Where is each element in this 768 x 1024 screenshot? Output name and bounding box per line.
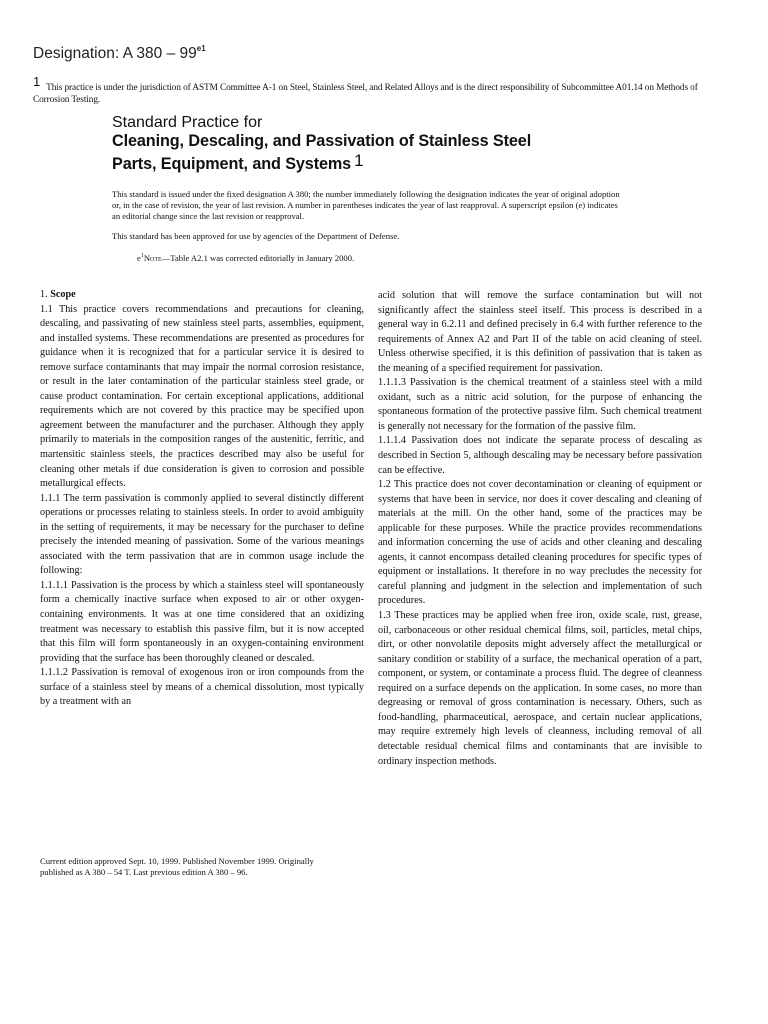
section-title: Scope	[50, 289, 76, 300]
paragraph: 1.1.1.2 Passivation is removal of exogenous iron or iron compounds from the surface of a stainless steel by means of a chemical dissolution, most typically by a treatment with an	[40, 667, 364, 708]
paragraph: acid solution that will remove the surface contamination but will not significantly affect the stainless steel itself. This process is described in a general way in 6.2.11 and defined precisely in 6.4 with further reference to the requirements of Annex A2 and Part II of the table on acid cleaning of steel. Unless otherwise specified, it is this definition of passivation that is taken as the meaning of a specified requirement for passivation.	[378, 290, 702, 374]
title-prefix: Standard Practice for	[112, 114, 263, 131]
paragraph: 1.1.1.4 Passivation does not indicate the separate process of descaling as described in Section 5, although descaling may be necessary before passivation can be effective.	[378, 435, 702, 476]
designation-superscript: e1	[196, 44, 206, 53]
footnote-number: 1	[33, 74, 41, 89]
editorial-epsilon-sup: 1	[140, 253, 144, 259]
editorial-epsilon: e	[137, 253, 141, 263]
editorial-note	[137, 251, 354, 264]
title-footnote-marker: 1	[354, 151, 364, 170]
section-number: 1.	[40, 289, 48, 300]
paragraph: 1.1.1.3 Passivation is the chemical treatment of a stainless steel with a mild oxidant, such as a nitric acid solution, for the purpose of enhancing the spontaneous formation of the protective passive film. Such chemical treatment is generally not necessary for the formation of the passive film.	[378, 377, 702, 432]
document-title	[112, 113, 672, 174]
paragraph: 1.2 This practice does not cover decontamination or cleaning of equipment or systems that have been in service, nor does it cover descaling and cleaning of materials at the mill. On the other hand, some of the practices may be applicable for these purposes. While the practice provides recommendations and information concerning the use of acids and other cleaning and descaling agents, it cannot encompass detailed cleaning procedures for specific types of equipment or installations. It therefore in no way precludes the necessity for careful planning and judgment in the selection and implementation of such procedures.	[378, 479, 702, 607]
right-column	[378, 289, 702, 769]
editorial-note-label: Note	[143, 253, 162, 263]
paragraph: 1.1.1.1 Passivation is the process by which a stainless steel will spontaneously form a chemically inactive surface when exposed to air or other oxygen-containing environments. It was at one time considered that an oxidizing treatment was necessary to establish this passive film, but it is now accepted that this film will form spontaneously in an oxygen-containing environment providing that the surface has been thoroughly cleaned or descaled.	[40, 579, 364, 664]
title-line-2-text: Parts, Equipment, and Systems	[112, 155, 352, 173]
section-heading	[40, 288, 364, 303]
designation	[33, 44, 206, 63]
left-column	[40, 288, 364, 710]
editorial-note-text: —Table A2.1 was corrected editorially in January 2000.	[161, 253, 355, 263]
paragraph: 1.1 This practice covers recommendations and precautions for cleaning, descaling, and passivating of new stainless steel parts, assemblies, equipment, and installed systems. These recommendations are presented as procedures for guidance when it is recognized that for a particular service it is desired to remove surface contaminants that may impair the normal corrosion resistance, or result in the later contamination of the particular stainless steel grade, or cause product contamination. For certain exceptional applications, additional requirements which are not covered by this practice may be specified upon agreement between the manufacturer and the purchaser. Although they apply primarily to materials in the composition ranges of the austenitic, ferritic, and martensitic stainless steels, the practices described may also be useful for cleaning other metals if due consideration is given to corrosion and possible metallurgical effects.	[40, 303, 364, 490]
approval-notice: This standard has been approved for use by agencies of the Department of Defense.	[112, 231, 400, 241]
issuance-notice: This standard is issued under the fixed designation A 380; the number immediately following the designation indicates the year of original adoption or, in the case of revision, the year of last revision. A number in parentheses indicates the year of last reapproval. A superscript epsilon (e) indicates an editorial change since the last revision or reapproval.	[112, 189, 620, 221]
edition-footnote: Current edition approved Sept. 10, 1999. Published November 1999. Originally published as A 380 – 54 T. Last previous edition A 380 – 96.	[40, 856, 314, 877]
paragraph: 1.3 These practices may be applied when free iron, oxide scale, rust, grease, oil, carbonaceous or other residual chemical films, soil, particles, metal chips, dirt, or other nonvolatile deposits might adversely affect the metallurgical or sanitary condition or stability of a surface, the mechanical operation of a part, component, or system, or contaminate a process fluid. The degree of cleanness required on a surface depends on the application. In some cases, no more than degreasing or removal of gross contamination is necessary. Others, such as food-handling, pharmaceutical, aerospace, and certain nuclear applications, may require extremely high levels of cleanness, including removal of all detectable residual chemical films and contaminants that are invisible to ordinary inspection methods.	[378, 610, 702, 767]
paragraph: 1.1.1 The term passivation is commonly applied to several distinctly different operations or processes relating to stainless steels. In order to avoid ambiguity in the setting of requirements, it may be necessary for the purchaser to define precisely the intended meaning of passivation. Some of the various meanings associated with the term passivation that are in common usage include the following:	[40, 492, 364, 577]
designation-label: Designation: A 380 – 99	[33, 45, 197, 62]
title-line-2	[112, 151, 672, 174]
title-line-1: Cleaning, Descaling, and Passivation of Stainless Steel	[112, 132, 532, 150]
footnote-text: This practice is under the jurisdiction of ASTM Committee A-1 on Steel, Stainless Steel, and Related Alloys and is the direct responsibility of Subcommittee A01.14 on Methods of Corrosion Testing.	[33, 83, 698, 105]
jurisdiction-footnote	[33, 74, 713, 106]
